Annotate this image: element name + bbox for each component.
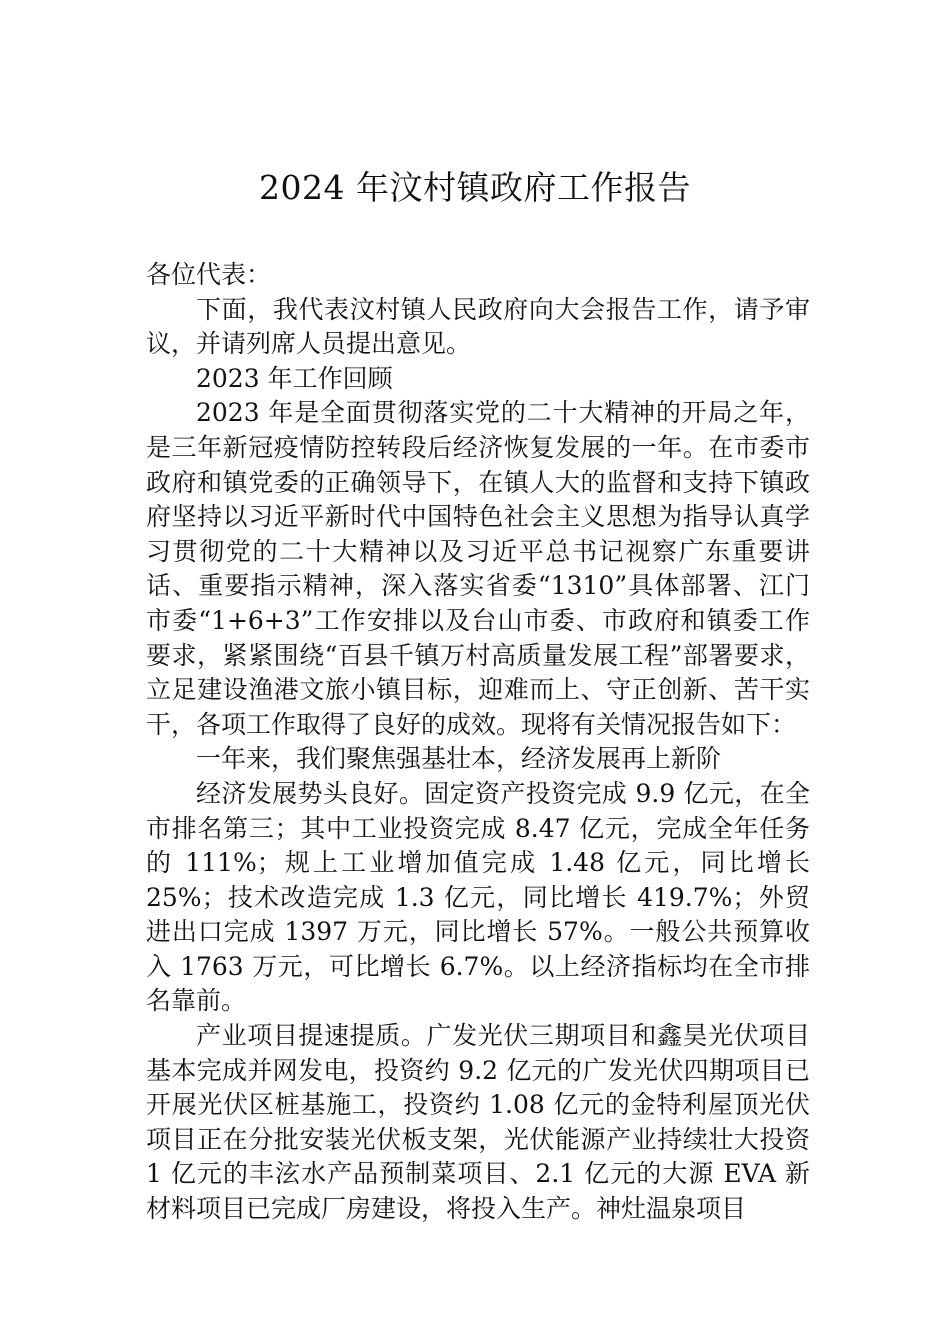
document-title: 2024 年汶村镇政府工作报告 <box>259 168 691 207</box>
paragraph-projects: 产业项目提速提质。广发光伏三期项目和鑫昊光伏项目基本完成并网发电，投资约 9.2 亿元的广发光伏四期项目已开展光伏区桩基施工，投资约 1.08 亿元的金特利屋顶光伏项目正在分批安装光伏板支架，光伏能源产业持续壮大投资 1 亿元的丰泫水产品预制菜项目、2.1 亿元的大源 EVA 新材料项目已完成厂房建设，将投入生产。神灶温泉项目 <box>146 1021 810 1224</box>
paragraph-overview: 2023 年是全面贯彻落实党的二十大精神的开局之年，是三年新冠疫情防控转段后经济恢复发展的一年。在市委市政府和镇党委的正确领导下，在镇人大的监督和支持下镇政府坚持以习近平新时代中国特色社会主义思想为指导认真学习贯彻党的二十大精神以及习近平总书记视察广东重要讲话、重要指示精神，深入落实省委“1310”具体部署、江门市委“1+6+3”工作安排以及台山市委、市政府和镇委工作要求，紧紧围绕“百县千镇万村高质量发展工程”部署要求，立足建设渔港文旅小镇目标，迎难而上、守正创新、苦干实干，各项工作取得了良好的成效。现将有关情况报告如下： <box>146 398 810 739</box>
paragraph-economy: 经济发展势头良好。固定资产投资完成 9.9 亿元，在全市排名第三；其中工业投资完成 8.47 亿元，完成全年任务的 111%；规上工业增加值完成 1.48 亿元，同比增长 25%；技术改造完成 1.3 亿元，同比增长 419.7%；外贸进出口完成 1397 万元，同比增长 57%。一般公共预算收入 1763 万元，可比增长 6.7%。以上经济指标均在全市排名靠前。 <box>146 778 810 1016</box>
paragraph-intro: 下面，我代表汶村镇人民政府向大会报告工作，请予审议，并请列席人员提出意见。 <box>146 294 810 359</box>
salutation: 各位代表： <box>146 260 272 289</box>
subheading-economy: 一年来，我们聚焦强基壮本，经济发展再上新阶 <box>196 744 722 774</box>
document-body <box>146 258 810 1227</box>
section-heading: 2023 年工作回顾 <box>196 363 393 393</box>
